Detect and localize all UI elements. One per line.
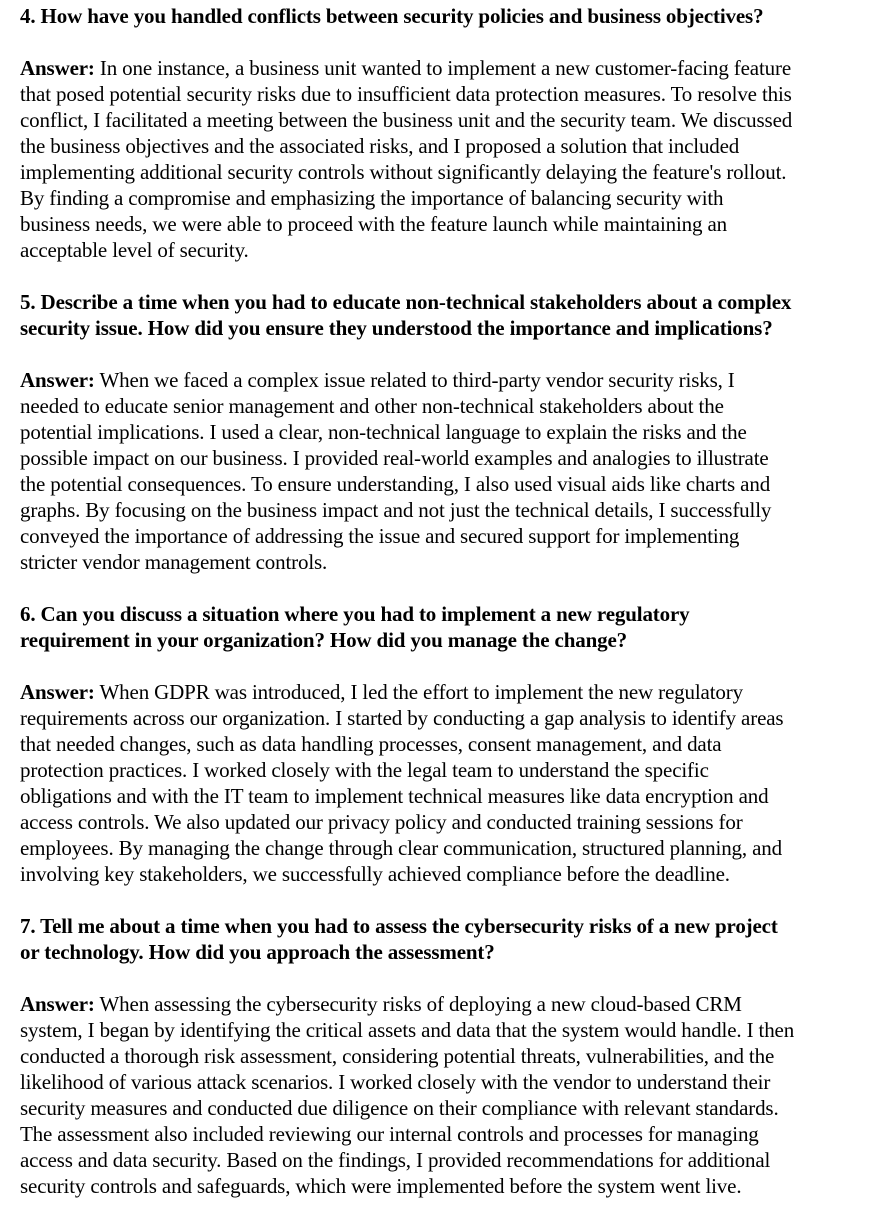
- answer-line: that needed changes, such as data handling processes, consent management, and data: [20, 732, 722, 756]
- answer-line: The assessment also included reviewing our internal controls and processes for managing: [20, 1122, 759, 1146]
- answer-line: likelihood of various attack scenarios. I worked closely with the vendor to understand their: [20, 1070, 771, 1094]
- answer-line: protection practices. I worked closely with the legal team to understand the specific: [20, 758, 709, 782]
- question-line: or technology. How did you approach the assessment?: [20, 940, 495, 964]
- answer-line: that posed potential security risks due to insufficient data protection measures. To resolve this: [20, 82, 792, 106]
- answer-line: needed to educate senior management and other non-technical stakeholders about the: [20, 394, 724, 418]
- question-line: requirement in your organization? How did you manage the change?: [20, 628, 628, 652]
- answer-line: employees. By managing the change through clear communication, structured planning, and: [20, 836, 782, 860]
- answer-line: access controls. We also updated our privacy policy and conducted training sessions for: [20, 810, 743, 834]
- answer-label: Answer:: [20, 56, 95, 80]
- answer-line: When GDPR was introduced, I led the effort to implement the new regulatory: [94, 680, 743, 704]
- answer-line: conflict, I facilitated a meeting between the business unit and the security team. We discussed: [20, 108, 793, 132]
- question-line: 6. Can you discuss a situation where you had to implement a new regulatory: [20, 602, 690, 626]
- question-heading: [20, 913, 869, 965]
- answer-line: acceptable level of security.: [20, 238, 249, 262]
- question-line: 5. Describe a time when you had to educate non-technical stakeholders about a complex: [20, 290, 792, 314]
- answer-line: potential implications. I used a clear, non-technical language to explain the risks and the: [20, 420, 747, 444]
- answer-line: graphs. By focusing on the business impact and not just the technical details, I successfully: [20, 498, 772, 522]
- question-line: 4. How have you handled conflicts between security policies and business objectives?: [20, 4, 764, 28]
- answer-line: possible impact on our business. I provided real-world examples and analogies to illustrate: [20, 446, 769, 470]
- answer-line: When assessing the cybersecurity risks of deploying a new cloud-based CRM: [94, 992, 742, 1016]
- answer-line: involving key stakeholders, we successfully achieved compliance before the deadline.: [20, 862, 730, 886]
- qa-section-5: [20, 289, 869, 601]
- answer-line: In one instance, a business unit wanted to implement a new customer-facing feature: [94, 56, 792, 80]
- qa-section-4: [20, 3, 869, 289]
- answer-line: access and data security. Based on the findings, I provided recommendations for additional: [20, 1148, 771, 1172]
- qa-section-7: [20, 913, 869, 1199]
- answer-paragraph: [20, 367, 869, 575]
- answer-line: security measures and conducted due diligence on their compliance with relevant standards.: [20, 1096, 779, 1120]
- answer-line: implementing additional security controls without significantly delaying the feature's rollout.: [20, 160, 787, 184]
- answer-line: system, I began by identifying the critical assets and data that the system would handle. I then: [20, 1018, 795, 1042]
- answer-line: security controls and safeguards, which were implemented before the system went live.: [20, 1174, 742, 1198]
- answer-paragraph: [20, 991, 869, 1199]
- answer-line: requirements across our organization. I started by conducting a gap analysis to identify areas: [20, 706, 784, 730]
- answer-label: Answer:: [20, 680, 95, 704]
- question-heading: [20, 289, 869, 341]
- question-line: security issue. How did you ensure they understood the importance and implications?: [20, 316, 773, 340]
- qa-section-6: [20, 601, 869, 913]
- answer-line: the potential consequences. To ensure understanding, I also used visual aids like charts and: [20, 472, 771, 496]
- answer-line: business needs, we were able to proceed with the feature launch while maintaining an: [20, 212, 727, 236]
- answer-label: Answer:: [20, 992, 95, 1016]
- answer-label: Answer:: [20, 368, 95, 392]
- answer-line: obligations and with the IT team to implement technical measures like data encryption and: [20, 784, 769, 808]
- answer-line: conducted a thorough risk assessment, considering potential threats, vulnerabilities, and the: [20, 1044, 775, 1068]
- answer-paragraph: [20, 55, 869, 263]
- answer-line: conveyed the importance of addressing the issue and secured support for implementing: [20, 524, 740, 548]
- answer-line: By finding a compromise and emphasizing the importance of balancing security with: [20, 186, 724, 210]
- answer-line: When we faced a complex issue related to third-party vendor security risks, I: [94, 368, 735, 392]
- answer-paragraph: [20, 679, 869, 887]
- answer-line: stricter vendor management controls.: [20, 550, 328, 574]
- answer-line: the business objectives and the associated risks, and I proposed a solution that included: [20, 134, 740, 158]
- question-heading: [20, 601, 869, 653]
- question-line: 7. Tell me about a time when you had to assess the cybersecurity risks of a new project: [20, 914, 778, 938]
- question-heading: [20, 3, 869, 29]
